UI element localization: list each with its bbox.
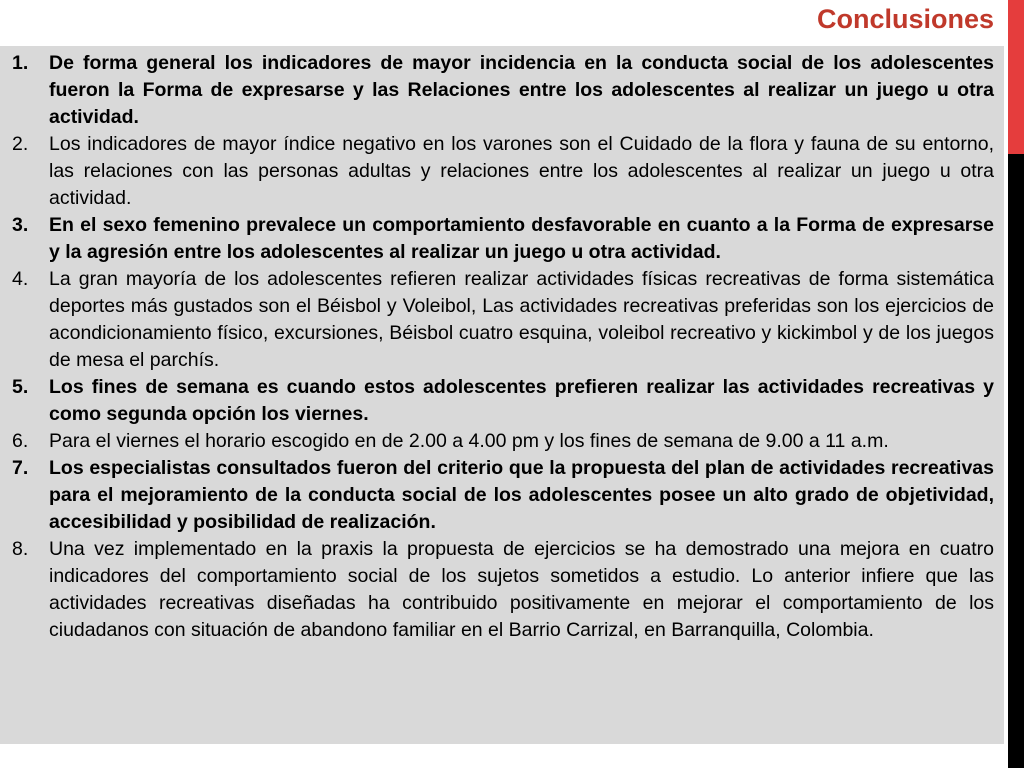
- item-text: Los indicadores de mayor índice negativo en los varones son el Cuidado de la flora y fauna de su entorno, las relaciones con las personas adultas y relaciones entre los adolescentes al realizar un juego u otra actividad.: [49, 133, 994, 209]
- conclusions-list: [10, 50, 994, 644]
- item-text: Los especialistas consultados fueron del criterio que la propuesta del plan de actividades recreativas para el mejoramiento de la conducta social de los adolescentes posee un alto grado de objetividad, accesibilidad y posibilidad de realización.: [49, 457, 994, 533]
- accent-bar-red: [1008, 0, 1024, 154]
- list-item: [10, 428, 994, 455]
- item-text: Una vez implementado en la praxis la propuesta de ejercicios se ha demostrado una mejora en cuatro indicadores del comportamiento social de los sujetos sometidos a estudio. Lo anterior infiere que las actividades recreativas diseñadas ha contribuido positivamente en mejorar el comportamiento de los ciudadanos con situación de abandono familiar en el Barrio Carrizal, en Barranquilla, Colombia.: [49, 538, 994, 641]
- accent-bar-black: [1008, 154, 1024, 768]
- list-item: [10, 50, 994, 131]
- item-number: 7.: [12, 457, 29, 479]
- item-text: En el sexo femenino prevalece un comportamiento desfavorable en cuanto a la Forma de expresarse y la agresión entre los adolescentes al realizar un juego u otra actividad.: [49, 214, 994, 263]
- item-number: 1.: [12, 52, 29, 74]
- item-text: La gran mayoría de los adolescentes refieren realizar actividades físicas recreativas de forma sistemática deportes más gustados son el Béisbol y Voleibol, Las actividades recreativas preferidas son los ejercicios de acondicionamiento físico, excursiones, Béisbol cuatro esquina, voleibol recreativo y kickimbol y de los juegos de mesa el parchís.: [49, 268, 994, 371]
- item-number: 8.: [12, 538, 29, 560]
- list-item: [10, 455, 994, 536]
- item-text: Los fines de semana es cuando estos adolescentes prefieren realizar las actividades recreativas y como segunda opción los viernes.: [49, 376, 994, 425]
- slide-title: Conclusiones: [816, 4, 994, 34]
- item-number: 3.: [12, 214, 29, 236]
- item-number: 2.: [12, 133, 29, 155]
- item-text: De forma general los indicadores de mayor incidencia en la conducta social de los adolescentes fueron la Forma de expresarse y las Relaciones entre los adolescentes al realizar un juego u otra actividad.: [49, 52, 994, 128]
- content-panel: [0, 46, 1004, 744]
- list-item: [10, 131, 994, 212]
- list-item: [10, 374, 994, 428]
- item-number: 5.: [12, 376, 29, 398]
- list-item: [10, 266, 994, 374]
- item-number: 4.: [12, 268, 29, 290]
- list-item: [10, 536, 994, 644]
- item-number: 6.: [12, 430, 29, 452]
- item-text: Para el viernes el horario escogido en de 2.00 a 4.00 pm y los fines de semana de 9.00 a 11 a.m.: [49, 430, 889, 452]
- list-item: [10, 212, 994, 266]
